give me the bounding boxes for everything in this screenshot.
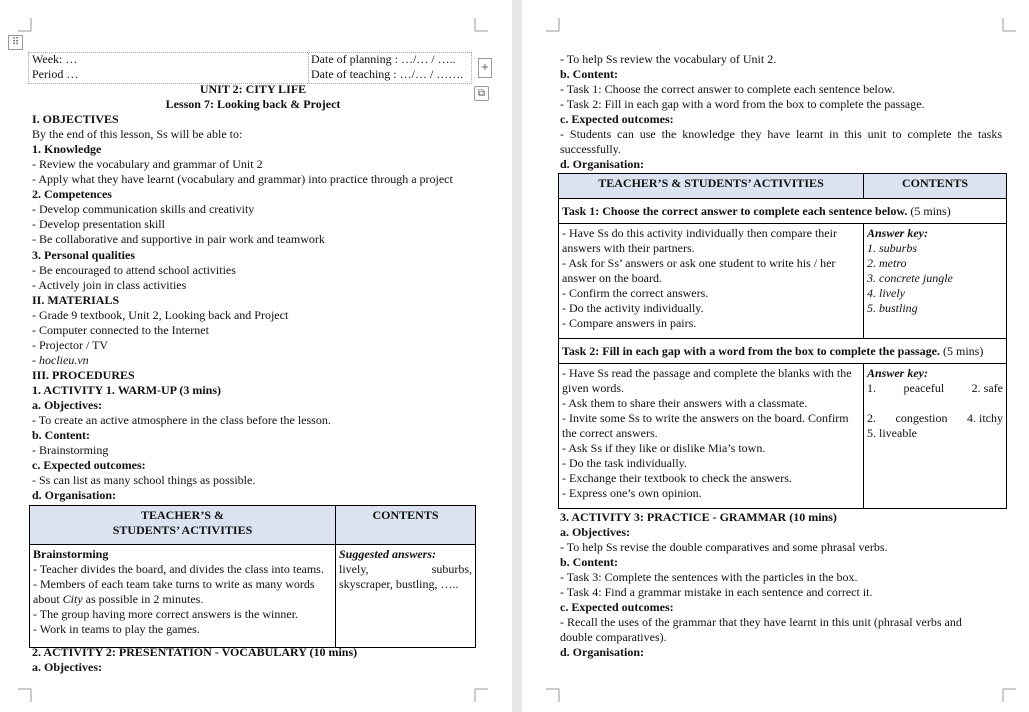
- week-field: Week: …: [32, 52, 78, 66]
- document-page-2: [522, 0, 1029, 712]
- personal-qualities-heading: 3. Personal qualities: [32, 248, 136, 262]
- task-1-description: - Task 1: Choose the correct answer to complete each sentence below.: [560, 82, 895, 96]
- organisation-subheading: d. Organisation:: [560, 157, 645, 171]
- task-2-description: - Task 2: Fill in each gap with a word from the box to complete the passage.: [560, 97, 925, 111]
- knowledge-heading: 1. Knowledge: [32, 142, 102, 156]
- objective-item: - To help Ss review the vocabulary of Unit 2.: [560, 52, 777, 66]
- competence-item: - Develop presentation skill: [32, 217, 165, 231]
- unit-title: UNIT 2: CITY LIFE: [199, 82, 307, 96]
- content-subheading: b. Content:: [560, 555, 619, 569]
- procedures-heading: III. PROCEDURES: [32, 368, 135, 382]
- vocabulary-activity-table: [558, 173, 1007, 509]
- task-1-answer-key-cell: Answer key: 1. suburbs 2. metro 3. concrete jungle 4. lively 5. bustling: [864, 224, 1007, 339]
- task-2-answer-key-cell: Answer key: 1. peaceful 2. safe 2. congestion 4. itchy 5. liveable: [864, 364, 1007, 509]
- competences-heading: 2. Competences: [32, 187, 112, 201]
- material-item: - Grade 9 textbook, Unit 2, Looking back and Project: [32, 308, 289, 322]
- corner-mark-bottom-left: [546, 688, 560, 702]
- personal-quality-item: - Be encouraged to attend school activities: [32, 263, 236, 277]
- outcome-item-continued: double comparatives).: [560, 630, 667, 644]
- corner-mark-top-right: [474, 18, 488, 32]
- competence-item: - Develop communication skills and creativity: [32, 202, 255, 216]
- objectives-heading: I. OBJECTIVES: [32, 112, 119, 126]
- material-item: - Computer connected to the Internet: [32, 323, 209, 337]
- brainstorming-cell: Brainstorming - Teacher divides the board, and divides the class into teams. - Members of each team take turns to write as many words about City as possible in 2 minutes. - The group having more correct answers is the winner. - Work in teams to play the games.: [30, 545, 336, 648]
- objectives-subheading: a. Objectives:: [32, 398, 102, 412]
- corner-mark-bottom-right: [1002, 688, 1016, 702]
- activity-3-heading: 3. ACTIVITY 3: PRACTICE - GRAMMAR (10 mins): [560, 510, 837, 524]
- outcomes-subheading: c. Expected outcomes:: [560, 600, 674, 614]
- date-of-planning: Date of planning : …/… / …..: [311, 52, 456, 66]
- corner-mark-bottom-right: [474, 688, 488, 702]
- warmup-activity-table: [29, 505, 476, 648]
- outcomes-subheading: c. Expected outcomes:: [32, 458, 146, 472]
- objectives-subheading: a. Objectives:: [32, 660, 102, 674]
- add-column-button[interactable]: +: [478, 58, 492, 78]
- objectives-intro: By the end of this lesson, Ss will be able to:: [32, 127, 243, 141]
- knowledge-item: - Review the vocabulary and grammar of Unit 2: [32, 157, 263, 171]
- period-field: Period …: [32, 67, 79, 81]
- organisation-subheading: d. Organisation:: [560, 645, 645, 659]
- material-item: - Projector / TV: [32, 338, 109, 352]
- objective-item: - To create an active atmosphere in the class before the lesson.: [32, 413, 331, 427]
- table-move-handle-icon[interactable]: ⠿: [8, 35, 23, 50]
- outcome-item: - Ss can list as many school things as possible.: [32, 473, 256, 487]
- corner-mark-top-right: [1002, 18, 1016, 32]
- table-header-activities: TEACHER’S & STUDENTS’ ACTIVITIES: [559, 174, 864, 199]
- table-header-activities: TEACHER’S & STUDENTS’ ACTIVITIES: [30, 506, 336, 545]
- objectives-subheading: a. Objectives:: [560, 525, 630, 539]
- task-2-title-row: Task 2: Fill in each gap with a word from the box to complete the passage. (5 mins): [559, 339, 1007, 364]
- task-2-steps-cell: - Have Ss read the passage and complete the blanks with the given words. - Ask them to share their answers with a classmate. - Invite some Ss to write the answers on the board. Confirm the correct answers. - Ask Ss if they like or dislike Mia’s town. - Do the task individually. - Exchange their textbook to check the answers. - Express one’s own opinion.: [559, 364, 864, 509]
- outcomes-subheading: c. Expected outcomes:: [560, 112, 674, 126]
- objective-item: - To help Ss revise the double comparatives and some phrasal verbs.: [560, 540, 888, 554]
- content-item: - Brainstorming: [32, 443, 109, 457]
- layout-options-icon[interactable]: ⧉: [474, 86, 489, 101]
- knowledge-item: - Apply what they have learnt (vocabulary and grammar) into practice through a project: [32, 172, 453, 186]
- personal-quality-item: - Actively join in class activities: [32, 278, 187, 292]
- content-subheading: b. Content:: [32, 428, 91, 442]
- date-of-teaching: Date of teaching : …/… / …….: [311, 67, 464, 81]
- material-item: - hoclieu.vn: [32, 353, 89, 367]
- outcome-item: - Recall the uses of the grammar that they have learnt in this unit (phrasal verbs and: [560, 615, 962, 629]
- task-1-steps-cell: - Have Ss do this activity individually then compare their answers with their partners. - Ask for Ss’ answers or ask one student to write his / her answer on the board. - Confirm the correct answers. - Do the activity individually. - Compare answers in pairs.: [559, 224, 864, 339]
- outcome-item-continued: successfully.: [560, 142, 621, 156]
- outcome-item: - Students can use the knowledge they have learnt in this unit to complete the tasks: [560, 127, 1002, 141]
- table-header-contents: CONTENTS: [864, 174, 1007, 199]
- table-header-contents: CONTENTS: [336, 506, 476, 545]
- competence-item: - Be collaborative and supportive in pair work and teamwork: [32, 232, 325, 246]
- corner-mark-bottom-left: [18, 688, 32, 702]
- corner-mark-top-left: [18, 18, 32, 32]
- task-4-description: - Task 4: Find a grammar mistake in each sentence and correct it.: [560, 585, 873, 599]
- activity-1-heading: 1. ACTIVITY 1. WARM-UP (3 mins): [32, 383, 222, 397]
- content-subheading: b. Content:: [560, 67, 619, 81]
- corner-mark-top-left: [546, 18, 560, 32]
- document-page-1: [0, 0, 512, 712]
- lesson-title: Lesson 7: Looking back & Project: [165, 97, 341, 111]
- activity-2-heading: 2. ACTIVITY 2: PRESENTATION - VOCABULARY (10 mins): [32, 645, 358, 659]
- task-3-description: - Task 3: Complete the sentences with the particles in the box.: [560, 570, 858, 584]
- task-1-title-row: Task 1: Choose the correct answer to complete each sentence below. (5 mins): [559, 199, 1007, 224]
- materials-heading: II. MATERIALS: [32, 293, 120, 307]
- organisation-subheading: d. Organisation:: [32, 488, 117, 502]
- suggested-answers-cell: Suggested answers: lively, suburbs, skyscraper, bustling, …..: [336, 545, 476, 648]
